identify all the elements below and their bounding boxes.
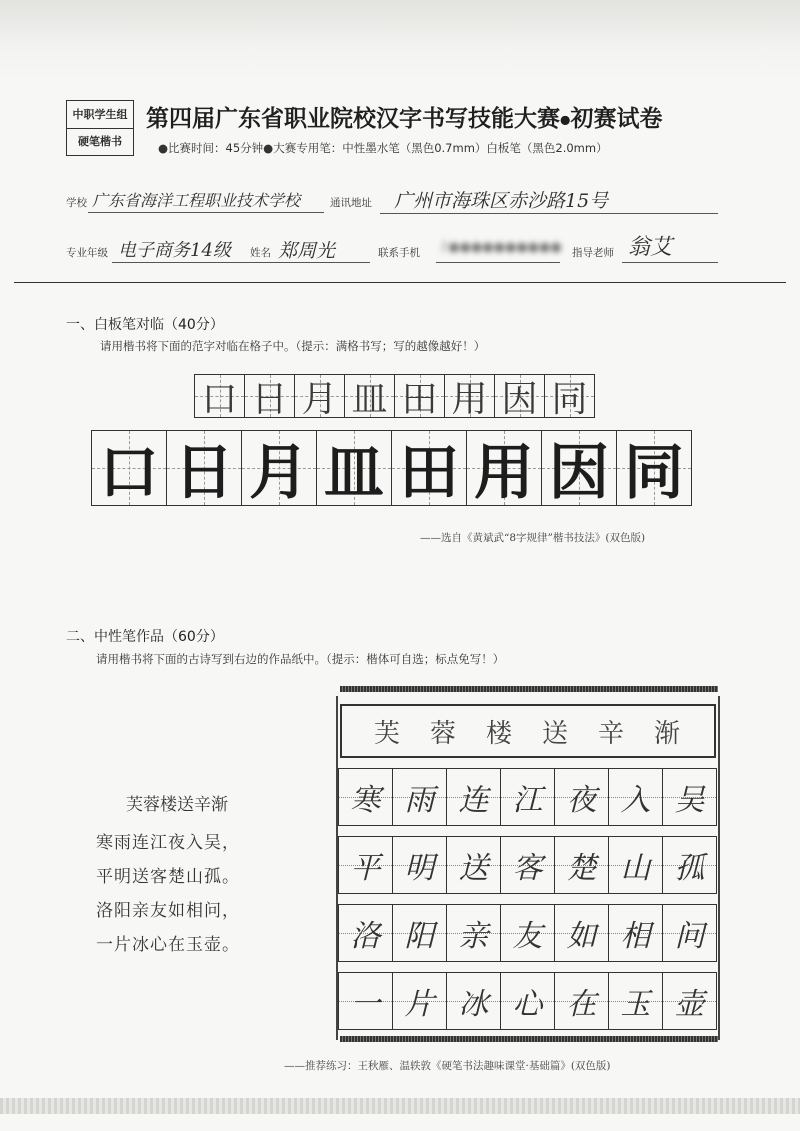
- address-value[interactable]: 广州市海珠区赤沙路15号: [394, 190, 609, 212]
- model-char-cell: [394, 374, 445, 418]
- copy-char-cell[interactable]: [541, 430, 617, 506]
- written-char: 皿: [324, 438, 384, 508]
- artwork-cell[interactable]: [608, 904, 663, 962]
- artwork-char: 心: [512, 987, 543, 1022]
- header-divider: [14, 282, 786, 283]
- copy-char-cell[interactable]: [616, 430, 692, 506]
- phone-label: 联系手机: [378, 247, 420, 259]
- title-dot: ●: [560, 112, 571, 127]
- school-underline: [88, 212, 324, 213]
- model-char-cell: [194, 374, 245, 418]
- artwork-cell[interactable]: [500, 972, 555, 1030]
- badge-category-label: 硬笔楷书: [78, 135, 122, 148]
- poem-line: 平明送客楚山孤。: [96, 867, 240, 887]
- model-char: 口: [201, 378, 238, 420]
- artwork-char: 玉: [620, 987, 651, 1022]
- copy-char-cell[interactable]: [391, 430, 467, 506]
- written-char: 田: [399, 438, 459, 508]
- section2-instruction: 请用楷书将下面的古诗写到右边的作品纸中。（提示：楷体可自选；标点免写！）: [96, 652, 505, 666]
- artwork-cell[interactable]: [392, 904, 447, 962]
- artwork-title-char: 蓉: [429, 718, 458, 749]
- copy-char-cell[interactable]: [166, 430, 242, 506]
- artwork-cell[interactable]: [662, 904, 717, 962]
- artwork-row: [339, 904, 717, 962]
- model-char: 月: [301, 378, 338, 420]
- copy-char-row: [92, 430, 692, 506]
- name-value[interactable]: 郑周光: [278, 240, 336, 262]
- artwork-title-char: 芙: [373, 718, 402, 749]
- artwork-char: 阳: [404, 919, 435, 954]
- address-label: 通讯地址: [330, 197, 372, 209]
- copy-char-cell[interactable]: [91, 430, 167, 506]
- artwork-char: 入: [620, 783, 651, 818]
- written-char: 用: [474, 438, 534, 508]
- artwork-cell[interactable]: [446, 972, 501, 1030]
- address-underline: [380, 213, 718, 214]
- artwork-char: 楚: [566, 851, 597, 886]
- artwork-row: [339, 836, 717, 894]
- artwork-char: 在: [566, 987, 597, 1022]
- exam-title-suffix: 初赛试卷: [570, 106, 663, 132]
- copy-char-cell[interactable]: [466, 430, 542, 506]
- section2-caption: ——推荐练习：王秋雁、温轶敦《硬笔书法趣味课堂·基础篇》(双色版): [284, 1060, 611, 1072]
- artwork-char: 夜: [566, 783, 597, 818]
- artwork-top-rule: [340, 686, 718, 692]
- major-name-underline: [112, 262, 370, 263]
- artwork-cell[interactable]: [338, 768, 393, 826]
- artwork-cell[interactable]: [608, 972, 663, 1030]
- artwork-char: 壶: [674, 987, 705, 1022]
- artwork-char: 如: [566, 919, 597, 954]
- section1-caption: ——选自《黄斌武“8字规律”楷书技法》(双色版): [420, 532, 646, 544]
- artwork-row: [339, 972, 717, 1030]
- artwork-char: 山: [620, 851, 651, 886]
- artwork-char: 明: [404, 851, 435, 886]
- artwork-cell[interactable]: [446, 836, 501, 894]
- teacher-label: 指导老师: [572, 247, 614, 259]
- artwork-cell[interactable]: [554, 972, 609, 1030]
- artwork-cell[interactable]: [662, 972, 717, 1030]
- artwork-cell[interactable]: [446, 768, 501, 826]
- artwork-title: [342, 706, 714, 756]
- poem-line: 寒雨连江夜入吴，: [96, 833, 240, 853]
- scan-shadow-bottom: [0, 1098, 800, 1114]
- poem-title: 芙蓉楼送辛渐: [126, 795, 228, 815]
- written-char: 同: [624, 438, 684, 508]
- written-char: 月: [249, 438, 309, 508]
- artwork-char: 连: [458, 783, 489, 818]
- artwork-title-char: 渐: [653, 718, 682, 749]
- artwork-cell[interactable]: [608, 768, 663, 826]
- artwork-cell[interactable]: [392, 768, 447, 826]
- artwork-cell[interactable]: [662, 768, 717, 826]
- artwork-cell[interactable]: [608, 836, 663, 894]
- phone-underline: [436, 262, 560, 263]
- written-char: 口: [99, 438, 159, 508]
- model-char-cell: [544, 374, 595, 418]
- model-char: 用: [451, 378, 488, 420]
- artwork-char: 问: [674, 919, 705, 954]
- artwork-cell[interactable]: [338, 904, 393, 962]
- artwork-cell[interactable]: [500, 768, 555, 826]
- model-char: 田: [401, 378, 438, 420]
- artwork-char: 江: [512, 783, 543, 818]
- artwork-char: 洛: [350, 919, 381, 954]
- name-label: 姓名: [250, 247, 271, 259]
- artwork-row: [339, 768, 717, 826]
- artwork-cell[interactable]: [500, 904, 555, 962]
- badge-group-label: 中职学生组: [67, 101, 133, 129]
- poem-line: 一片冰心在玉壶。: [96, 935, 240, 955]
- artwork-char: 客: [512, 851, 543, 886]
- phone-value[interactable]: 1●●●●●●●●●●: [440, 240, 562, 255]
- artwork-char: 孤: [674, 851, 705, 886]
- model-char: 皿: [351, 378, 388, 420]
- model-char: 日: [251, 378, 288, 420]
- model-char-cell: [244, 374, 295, 418]
- major-label: 专业年级: [66, 247, 108, 259]
- artwork-char: 片: [404, 987, 435, 1022]
- model-char-cell: [444, 374, 495, 418]
- scan-shadow-top: [0, 0, 800, 80]
- model-char-cell: [344, 374, 395, 418]
- artwork-char: 平: [350, 851, 381, 886]
- artwork-cell[interactable]: [392, 972, 447, 1030]
- artwork-char: 友: [512, 919, 543, 954]
- artwork-title-char: 楼: [485, 718, 514, 749]
- model-char-cell: [294, 374, 345, 418]
- artwork-cell[interactable]: [392, 836, 447, 894]
- school-label: 学校: [66, 197, 87, 209]
- model-char-row: [195, 374, 595, 418]
- artwork-char: 亲: [458, 919, 489, 954]
- artwork-cell[interactable]: [500, 836, 555, 894]
- exam-title-main: 第四届广东省职业院校汉字书写技能大赛: [146, 106, 560, 132]
- artwork-cell[interactable]: [554, 904, 609, 962]
- school-value[interactable]: 广东省海洋工程职业技术学校: [92, 191, 301, 210]
- group-badge: [66, 100, 134, 156]
- teacher-value[interactable]: 翁艾: [628, 235, 673, 260]
- artwork-cell[interactable]: [338, 836, 393, 894]
- major-value[interactable]: 电子商务14级: [118, 240, 231, 261]
- model-char-cell: [494, 374, 545, 418]
- artwork-cell[interactable]: [554, 768, 609, 826]
- artwork-cell[interactable]: [554, 836, 609, 894]
- artwork-char: 吴: [674, 783, 705, 818]
- written-char: 因: [549, 438, 609, 508]
- section1-instruction: 请用楷书将下面的范字对临在格子中。（提示：满格书写；写的越像越好！）: [100, 339, 486, 353]
- poem-line: 洛阳亲友如相问，: [96, 901, 240, 921]
- artwork-cell[interactable]: [338, 972, 393, 1030]
- copy-char-cell[interactable]: [316, 430, 392, 506]
- section2-heading: 二、中性笔作品（60分）: [66, 629, 224, 645]
- artwork-cell[interactable]: [446, 904, 501, 962]
- artwork-char: 冰: [458, 987, 489, 1022]
- exam-subtitle: ●比赛时间：45分钟●大赛专用笔：中性墨水笔（黑色0.7mm）白板笔（黑色2.0mm）: [158, 141, 608, 155]
- artwork-char: 寒: [350, 783, 381, 818]
- copy-char-cell[interactable]: [241, 430, 317, 506]
- exam-title: [146, 100, 662, 133]
- written-char: 日: [174, 438, 234, 508]
- teacher-underline: [622, 262, 718, 263]
- artwork-cell[interactable]: [662, 836, 717, 894]
- section1-heading: 一、白板笔对临（40分）: [66, 317, 224, 333]
- model-char: 同: [551, 378, 588, 420]
- artwork-char: 一: [350, 987, 381, 1022]
- artwork-char: 雨: [404, 783, 435, 818]
- artwork-bottom-rule: [340, 1036, 718, 1042]
- artwork-title-box: [340, 704, 716, 758]
- artwork-char: 相: [620, 919, 651, 954]
- model-char: 因: [501, 378, 538, 420]
- artwork-title-char: 辛: [597, 718, 626, 749]
- artwork-char: 送: [458, 851, 489, 886]
- artwork-title-char: 送: [541, 718, 570, 749]
